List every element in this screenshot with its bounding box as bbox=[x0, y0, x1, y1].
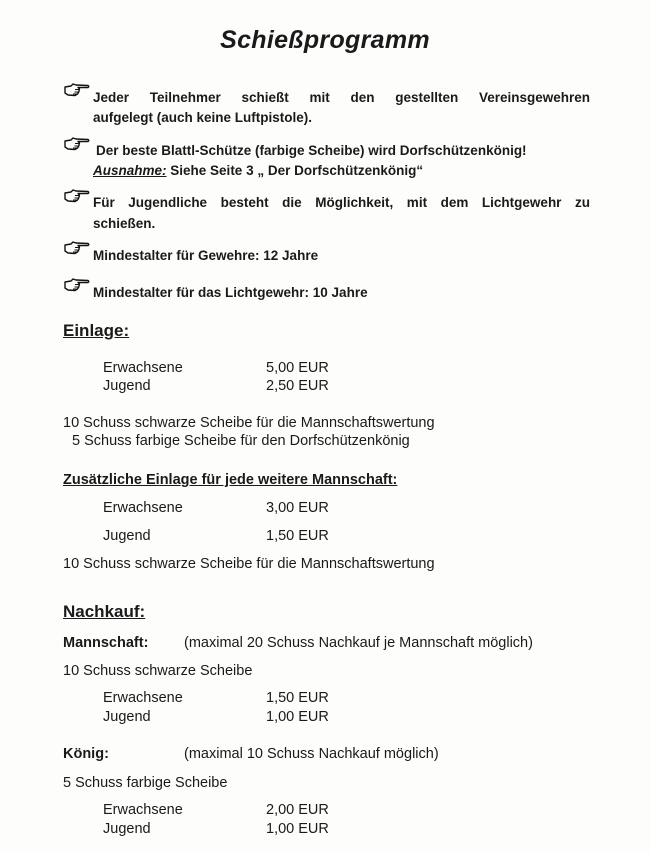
zusatz-price-label: Jugend bbox=[103, 528, 151, 544]
pointing-hand-icon bbox=[64, 82, 90, 98]
exception-label: Ausnahme: bbox=[93, 163, 167, 178]
pointing-hand-icon bbox=[64, 188, 90, 204]
bullet-2-line-1: Der beste Blattl-Schütze (farbige Scheibe) wird Dorfschützenkönig! bbox=[96, 143, 527, 158]
pointing-hand-icon bbox=[64, 277, 90, 293]
koenig-note: (maximal 10 Schuss Nachkauf möglich) bbox=[184, 746, 439, 762]
page-title: Schießprogramm bbox=[220, 26, 430, 54]
zusatz-price-value: 3,00 EUR bbox=[266, 500, 329, 516]
nachkauf-heading: Nachkauf: bbox=[63, 602, 146, 621]
mannschaft-price-value: 1,00 EUR bbox=[266, 709, 329, 725]
einlage-price-value: 2,50 EUR bbox=[266, 378, 329, 394]
zusatz-heading: Zusätzliche Einlage für jede weitere Mannschaft: bbox=[63, 472, 398, 488]
zusatz-price-value: 1,50 EUR bbox=[266, 528, 329, 544]
bullet-2-exception bbox=[93, 161, 423, 181]
bullet-3 bbox=[93, 193, 590, 213]
einlage-note: 10 Schuss schwarze Scheibe für die Mannschaftswertung bbox=[63, 415, 435, 431]
bullet-4: Mindestalter für Gewehre: 12 Jahre bbox=[93, 248, 319, 263]
pointing-hand-icon bbox=[64, 240, 90, 256]
pointing-hand-icon bbox=[64, 136, 90, 152]
bullet-3-line-2: schießen. bbox=[93, 216, 156, 231]
koenig-price-value: 1,00 EUR bbox=[266, 821, 329, 837]
mannschaft-note: (maximal 20 Schuss Nachkauf je Mannschaft möglich) bbox=[184, 635, 533, 651]
zusatz-note: 10 Schuss schwarze Scheibe für die Mannschaftswertung bbox=[63, 556, 435, 572]
bullet-3-line-1: Für Jugendliche besteht die Möglichkeit, mit dem Lichtgewehr zu bbox=[93, 195, 590, 210]
bullet-5: Mindestalter für das Lichtgewehr: 10 Jahre bbox=[93, 285, 368, 300]
einlage-heading: Einlage: bbox=[63, 321, 130, 340]
mannschaft-price-label: Erwachsene bbox=[103, 690, 183, 706]
mannschaft-sub: 10 Schuss schwarze Scheibe bbox=[63, 663, 253, 679]
mannschaft-price-value: 1,50 EUR bbox=[266, 690, 329, 706]
bullet-1 bbox=[93, 88, 590, 108]
mannschaft-price-label: Jugend bbox=[103, 709, 151, 725]
exception-text: Siehe Seite 3 „ Der Dorfschützenkönig“ bbox=[170, 163, 424, 178]
zusatz-price-label: Erwachsene bbox=[103, 500, 183, 516]
mannschaft-label: Mannschaft: bbox=[63, 635, 149, 651]
bullet-1-line-1: Jeder Teilnehmer schießt mit den gestellten Vereinsgewehren bbox=[93, 90, 590, 105]
einlage-price-value: 5,00 EUR bbox=[266, 360, 329, 376]
koenig-price-value: 2,00 EUR bbox=[266, 802, 329, 818]
koenig-price-label: Jugend bbox=[103, 821, 151, 837]
einlage-note: 5 Schuss farbige Scheibe für den Dorfschützenkönig bbox=[72, 433, 410, 449]
koenig-sub: 5 Schuss farbige Scheibe bbox=[63, 775, 228, 791]
koenig-price-label: Erwachsene bbox=[103, 802, 183, 818]
einlage-price-label: Jugend bbox=[103, 378, 151, 394]
einlage-price-label: Erwachsene bbox=[103, 360, 183, 376]
bullet-1-line-2: aufgelegt (auch keine Luftpistole). bbox=[93, 110, 313, 125]
koenig-label: König: bbox=[63, 746, 109, 762]
